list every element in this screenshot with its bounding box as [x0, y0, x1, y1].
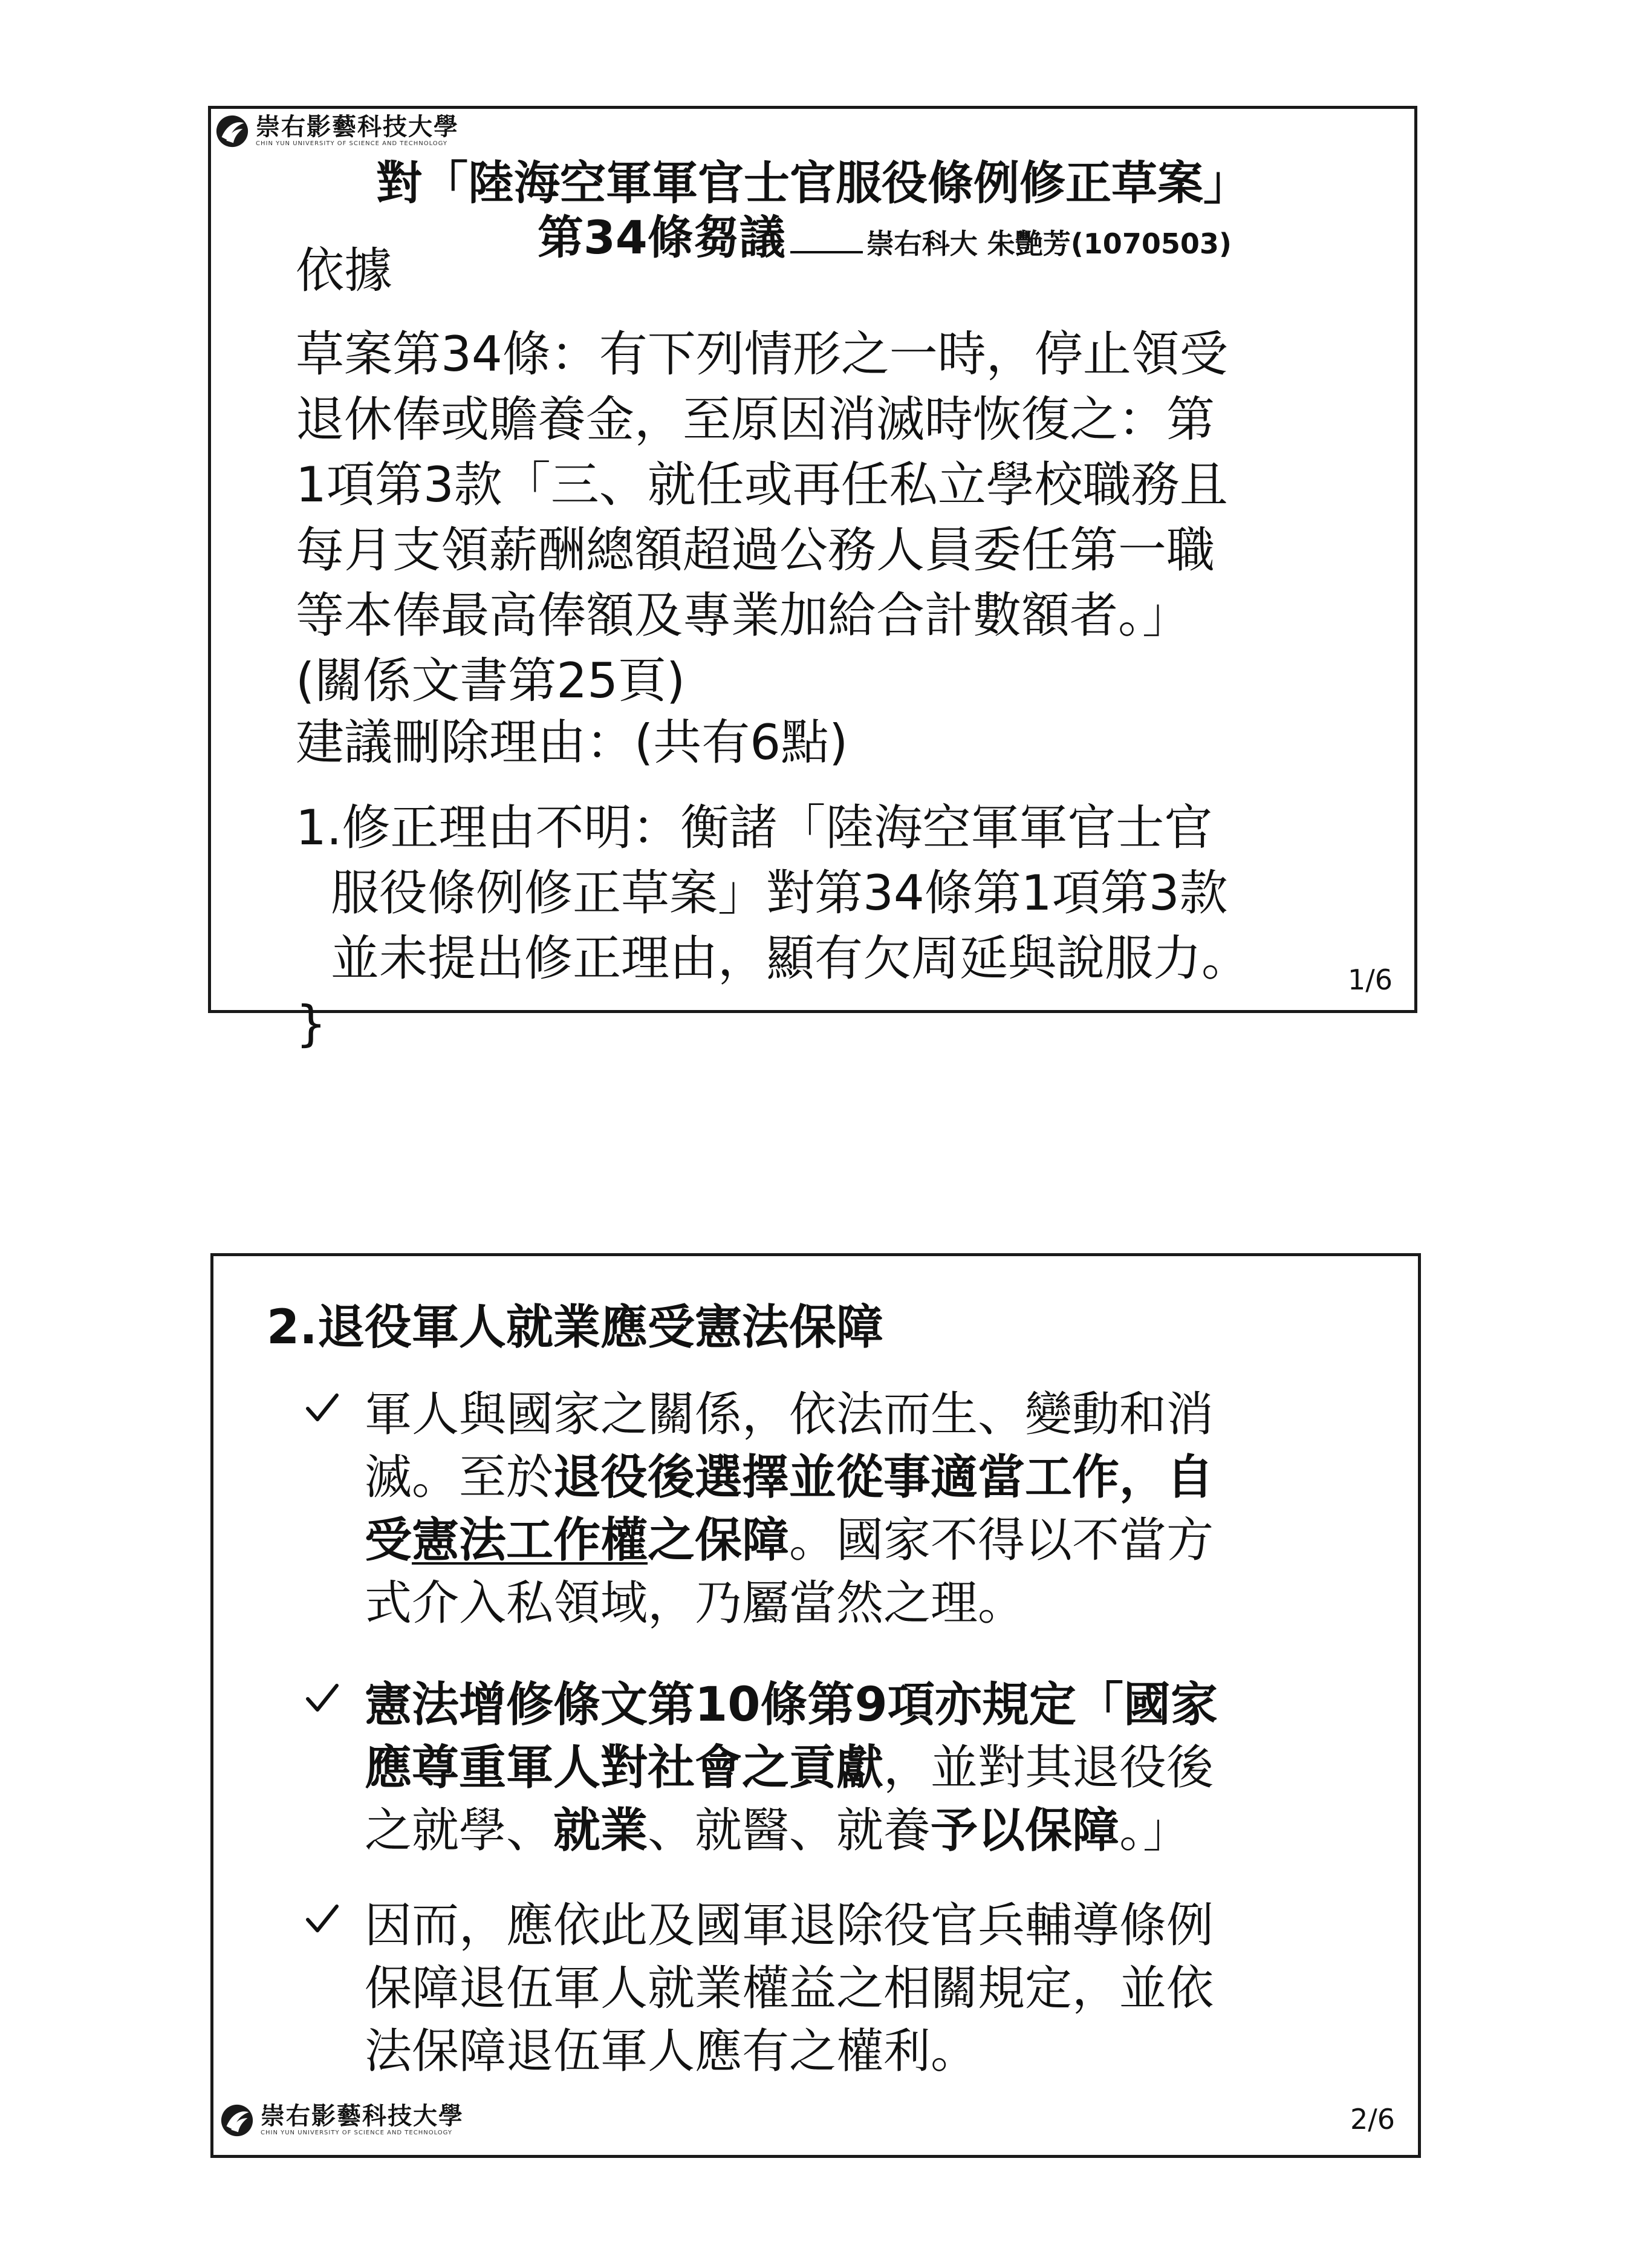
university-name: 崇右影藝科技大學	[261, 2102, 464, 2130]
document-subtitle	[538, 210, 1232, 271]
text-line: 軍人與國家之關係，依法而生、變動和消	[365, 1387, 1214, 1442]
slide-2	[210, 1253, 1421, 2158]
text-line: 等本俸最高俸額及專業加給合計數額者。」	[296, 587, 1191, 644]
text-line: 每月支領薪酬總額超過公務人員委任第一職	[296, 522, 1215, 578]
text-line: 應尊重軍人對社會之貢獻，並對其退役後	[365, 1741, 1214, 1795]
university-emblem-icon	[215, 114, 250, 149]
text-line: (關係文書第25頁)	[296, 653, 686, 709]
proposal-heading: 建議刪除理由：(共有6點)	[296, 714, 848, 771]
author-credit: 崇右科大 朱艷芳(1070503)	[866, 227, 1232, 260]
page-number: 2/6	[1350, 2103, 1396, 2136]
checkmark-icon	[304, 1680, 340, 1716]
article-label: 第34條芻議	[538, 210, 785, 264]
text-line: 因而，應依此及國軍退除役官兵輔導條例	[365, 1898, 1214, 1953]
emphasis-text: 退役後選擇並從事適當工作，自	[553, 1450, 1214, 1505]
document-title: 對「陸海空軍軍官士官服役條例修正草案」	[376, 156, 1249, 210]
text-line: 保障退伍軍人就業權益之相關規定，並依	[365, 1961, 1214, 2016]
university-name-english: CHIN YUN UNIVERSITY OF SCIENCE AND TECHNOLOGY	[256, 140, 448, 147]
underlined-emphasis: 憲法工作權	[412, 1513, 648, 1568]
university-name-english: CHIN YUN UNIVERSITY OF SCIENCE AND TECHNOLOGY	[261, 2130, 453, 2136]
text-line: 草案第34條：有下列情形之一時，停止領受	[296, 326, 1228, 382]
slide-1	[208, 106, 1417, 1052]
draft-article-text	[296, 322, 1228, 714]
text-line: 服役條例修正草案」對第34條第1項第3款	[331, 865, 1228, 921]
text-line: 1項第3款「三、就任或再任私立學校職務且	[296, 457, 1228, 513]
underline-blank	[790, 245, 863, 253]
text-line: 法保障退伍軍人應有之權利。	[365, 2024, 978, 2079]
page-number: 1/6	[1348, 963, 1393, 996]
university-emblem-icon	[219, 2103, 255, 2138]
checkmark-icon	[304, 1900, 340, 1937]
text-line: 滅。至於退役後選擇並從事適當工作，自	[365, 1450, 1214, 1505]
checkmark-icon	[304, 1389, 340, 1426]
text-line: 1.修正理由不明：衡諸「陸海空軍軍官士官	[296, 800, 1213, 856]
university-name: 崇右影藝科技大學	[256, 113, 459, 141]
section-heading: 2.退役軍人就業應受憲法保障	[267, 1300, 883, 1355]
text-line: 式介入私領域，乃屬當然之理。	[365, 1576, 1026, 1631]
reason-1-text: 1.修正理由不明：衡諸「陸海空軍軍官士官 服役條例修正草案」對第34條第1項第3款 並未提出修正理由，顯有欠周延與說服力。 }	[296, 795, 1250, 1057]
basis-label: 依據	[296, 243, 392, 299]
text-line: 退休俸或贍養金，至原因消滅時恢復之：第	[296, 391, 1215, 448]
text-line: 並未提出修正理由，顯有欠周延與說服力。	[331, 930, 1250, 986]
text-line: 憲法增修條文第10條第9項亦規定「國家	[365, 1678, 1218, 1732]
text-line: 之就學、就業、就醫、就養予以保障。」	[365, 1804, 1191, 1858]
text-line: 受憲法工作權之保障。國家不得以不當方	[365, 1513, 1214, 1568]
university-logo	[215, 114, 459, 149]
university-logo	[219, 2103, 464, 2138]
